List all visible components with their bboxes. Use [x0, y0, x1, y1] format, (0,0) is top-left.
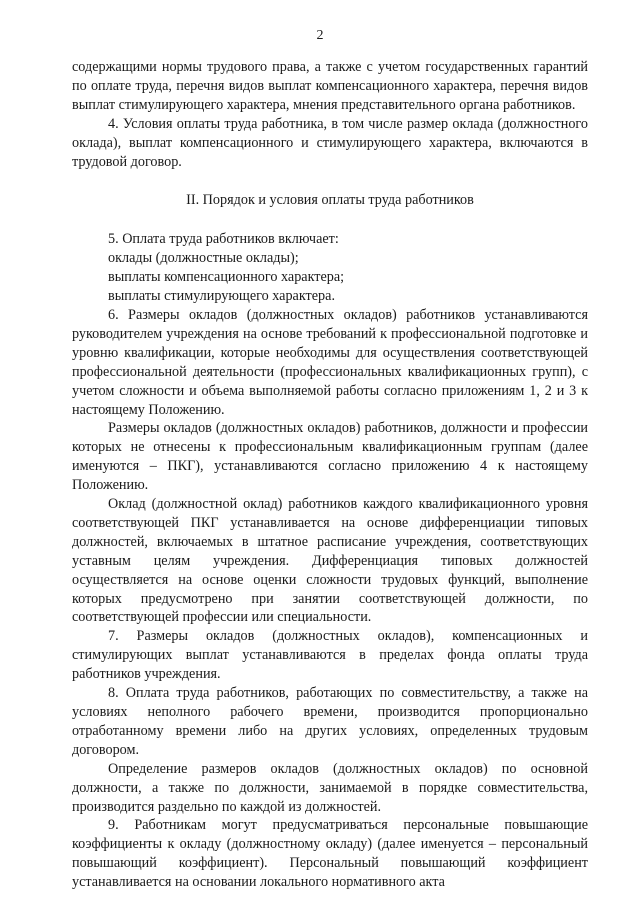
paragraph-item-7: 7. Размеры окладов (должностных окладов), компенсационных и стимулирующих выплат устанавливаются в пределах фонда оплаты труда работников учреждения.: [72, 628, 588, 683]
paragraph-item-6-non-pkg: Размеры окладов (должностных окладов) работников, должности и профессии которых не отнесены к профессиональным квалификационным группам (далее именуются – ПКГ), устанавливаются согласно приложению 4 к настоящему Положению.: [72, 420, 588, 494]
paragraph-item-9: 9. Работникам могут предусматриваться персональные повышающие коэффициенты к окладу (должностному окладу) (далее именуется – персональный повышающий коэффициент). Персональный повышающий коэффициент устанавливается на основании локального нормативного акта: [72, 817, 588, 891]
paragraph-continuation: содержащими нормы трудового права, а также с учетом государственных гарантий по оплате труда, перечня видов выплат компенсационного характера, перечня видов выплат стимулирующего характера, мнения представительного органа работников.: [72, 59, 588, 113]
section-heading: II. Порядок и условия оплаты труда работников: [186, 192, 474, 209]
document-body: [72, 58, 588, 892]
paragraph-item-6: 6. Размеры окладов (должностных окладов) работников устанавливаются руководителем учреждения на основе требований к профессиональной подготовке и уровню квалификации, которые необходимы для осуществления соответствующей профессиональной деятельности (профессиональных квалификационных групп), с учетом сложности и объема выполняемой работы согласно приложениям 1, 2 и 3 к настоящему Положению.: [72, 306, 588, 418]
page-number: 2: [316, 28, 324, 43]
list-line-incentive: выплаты стимулирующего характера.: [108, 288, 335, 305]
list-line-compensation: выплаты компенсационного характера;: [108, 269, 345, 286]
paragraph-item-8-separate: Определение размеров окладов (должностных окладов) по основной должности, а также по должности, занимаемой в порядке совместительства, производится раздельно по каждой из должностей.: [72, 760, 588, 815]
paragraph-item-8: 8. Оплата труда работников, работающих по совместительству, а также на условиях неполного рабочего времени, производится пропорционально отработанному времени либо на других условиях, определенных трудовым договором.: [72, 685, 588, 758]
paragraph-item-6-differentiation: Оклад (должностной оклад) работников каждого квалификационного уровня соответствующей ПКГ устанавливается на основе дифференциации типовых должностей, включаемых в штатное расписание учреждения, соответствующих уставным целям учреждения. Дифференциация типовых должностей осуществляется на основе оценки сложности трудовых функций, выполнение которых предусмотрено при занятии соответствующей должности, по соответствующей профессии или специальности.: [72, 496, 588, 626]
list-intro-item-5: 5. Оплата труда работников включает:: [108, 231, 339, 248]
paragraph-item-4: 4. Условия оплаты труда работника, в том числе размер оклада (должностного оклада), выплат компенсационного и стимулирующего характера, включаются в трудовой договор.: [72, 115, 588, 170]
list-line-salaries: оклады (должностные оклады);: [108, 250, 299, 267]
